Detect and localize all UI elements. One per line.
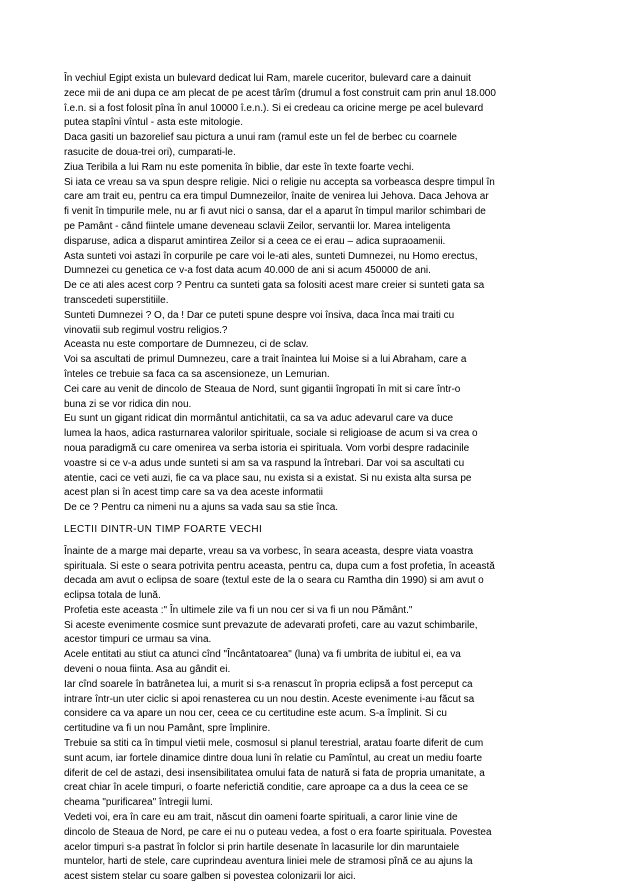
text-line: sunt acum, iar fortele dinamice dintre doua luni în relatie cu Pamîntul, au creat un mediu foarte (64, 752, 483, 764)
text-line: fi venit în timpurile mele, nu ar fi avut nici o sansa, dar el a aparut în timpul marilor schimbari de (64, 206, 486, 218)
text-line: cheama "purificarea" întregii lumi. (64, 797, 213, 809)
text-line: În vechiul Egipt exista un bulevard dedicat lui Ram, marele cuceritor, bulevard care a dainuit (64, 73, 471, 84)
text-line: acest plan si în acest timp care sa va dea aceste informatii (64, 487, 324, 499)
text-line: noua paradigmă cu care omenirea va serba istoria ei spirituala. Vom vorbi despre radacinile (64, 442, 470, 454)
text-line: atentie, caci ce veti auzi, fie ca va place sau, nu exista si a existat. Si nu exista alta sursa pe (64, 472, 472, 484)
text-line: spirituala. Si este o seara potrivita pentru aceasta, pentru ca, dupa cum a fost profetia, în această (64, 560, 495, 572)
section-heading: LECTII DINTR-UN TIMP FOARTE VECHI (64, 523, 263, 535)
text-line: muntelor, harti de stele, care cuprindeau aventura liniei mele de stramosi pînă ce au ajuns la (64, 856, 473, 868)
text-line: creat chiar în acele timpuri, o foarte neferictiă conditie, care aproape ca a dus la ceea ce se (64, 782, 469, 794)
text-line: Dumnezei cu genetica ce v-a fost data acum 40.000 de ani si acum 450000 de ani. (64, 265, 431, 277)
text-line: Eu sunt un gigant ridicat din mormântul antichitatii, ca sa va aduc adevarul care va duce (64, 413, 454, 425)
text-line: rasucite de doua-trei ori), cumparati-le. (64, 146, 236, 158)
text-line: Si iata ce vreau sa va spun despre religie. Nici o religie nu accepta sa vorbeasca despre timpul în (64, 176, 495, 188)
text-line: acelor timpuri s-a pastrat în folclor si prin hartile desenate în lacasurile lor din maruntaiele (64, 841, 460, 853)
text-line: De ce ati ales acest corp ? Pentru ca sunteti gata sa folositi acest mare creier si sunteti gata sa (64, 280, 485, 292)
text-line: buna zi se vor ridica din nou. (64, 398, 192, 410)
text-line: Iar cînd soarele în batrânetea lui, a murit si s-a renascut în propria eclipsă a fost perceput ca (64, 678, 473, 690)
text-line: înteles ce trebuie sa faca ca sa ascensioneze, un Lemurian. (64, 368, 330, 380)
text-line: Profetia este aceasta :" În ultimele zile va fi un nou cer si va fi un nou Pământ." (64, 604, 413, 616)
text-line: Cei care au venit de dincolo de Steaua de Nord, sunt gigantii îngropati în mit si care într-o (64, 383, 461, 395)
text-line: Si aceste evenimente cosmice sunt prevazute de adevarati profeti, care au vazut schimbarile, (64, 619, 478, 631)
text-line: Acele entitati au stiut ca atunci cînd "Încântatoarea" (luna) va fi umbrita de iubitul ei, ea va (64, 649, 461, 661)
text-line: intrare într-un uter ciclic si apoi renasterea cu un nou destin. Aceste evenimente i-au făcut sa (64, 693, 475, 705)
text-line: Înainte de a marge mai departe, vreau sa va vorbesc, în seara aceasta, despre viata voastra (64, 545, 474, 557)
paragraph-gap (64, 516, 572, 523)
text-line: î.e.n. si a fost folosit pîna în anul 10000 î.e.n.). Si ei credeau ca oricine merge pe acel bulevard (64, 102, 484, 114)
text-line: zece mii de ani dupa ce am plecat de pe acest târîm (drumul a fost construit cam prin anul 18.000 (64, 87, 496, 99)
text-line: Ziua Teribila a lui Ram nu este pomenita în biblie, dar este în texte foarte vechi. (64, 161, 415, 173)
text-line: disparuse, adica a disparut amintirea Zeilor si a ceea ce ei erau – adica supraoamenii. (64, 235, 446, 247)
text-line: Asta sunteti voi astazi în corpurile pe care voi le-ati ales, sunteti Dumnezei, nu Homo erectus, (64, 250, 478, 262)
text-line: Trebuie sa stiti ca în timpul vietii mele, cosmosul si planul terestrial, aratau foarte diferit de cum (64, 738, 484, 750)
text-line: Sunteti Dumnezei ? O, da ! Dar ce puteti spune despre voi însiva, daca înca mai traiti cu (64, 309, 455, 321)
text-line: lumea la haos, adica rasturnarea valorilor spirituale, sociale si religioase de acum si va crea o (64, 428, 478, 440)
text-line: transcedeti superstitiile. (64, 294, 169, 306)
text-line: De ce ? Pentru ca nimeni nu a ajuns sa vada sau sa stie înca. (64, 502, 339, 514)
text-line: diferit de cel de astazi, desi insensibilitatea omului fata de natură si fata de propria umanitate, a (64, 767, 485, 779)
text-line: vinovatii sub regimul vostru religios.? (64, 324, 228, 336)
text-line: putea stapîni vîntul - asta este mitologie. (64, 117, 243, 129)
text-line: voastre si ce v-a adus unde sunteti si am sa va raspund la întrebari. Dar voi sa ascultati cu (64, 457, 465, 469)
text-line: deveni o noua fiinta. Asa au gândit ei. (64, 664, 231, 676)
text-line: decada am avut o eclipsa de soare (textul este de la o seara cu Ramtha din 1990) si am avut o (64, 575, 484, 587)
text-line: care am trait eu, pentru ca era timpul Dumnezeilor, înaite de venirea lui Jehova. Daca Jehova ar (64, 191, 489, 203)
text-line: certitudine va fi un nou Pamânt, spre împlinire. (64, 723, 271, 735)
text-block-intro (64, 72, 572, 516)
text-line: Aceasta nu este comportare de Dumnezeu, ci de sclav. (64, 339, 309, 351)
text-line: pe Pamânt - când fiintele umane deveneau sclavii Zeilor, servantii lor. Marea inteligenta (64, 220, 451, 232)
text-line: Vedeti voi, era în care eu am trait, născut din oameni foarte spirituali, a caror linie vine de (64, 812, 458, 824)
text-line: Daca gasiti un bazorelief sau pictura a unui ram (ramul este un fel de berbec cu coarnele (64, 132, 457, 144)
text-line: acest sistem stelar cu soare galben si povestea colonizarii lor aici. (64, 871, 356, 883)
text-line: Voi sa ascultati de primul Dumnezeu, care a trait înaintea lui Moise si a lui Abraham, care a (64, 354, 467, 366)
text-line: dincolo de Steaua de Nord, pe care ei nu o puteau vedea, a fost o era foarte spirituala. Povestea (64, 826, 492, 838)
text-line: eclipsa totala de lună. (64, 590, 161, 602)
text-line: acestor timpuri ce urmau sa vina. (64, 634, 212, 646)
text-line: considere ca va apare un nou cer, ceea ce cu certitudine este acum. S-a împlinit. Si cu (64, 708, 447, 720)
text-block-lesson (64, 545, 572, 885)
paragraph-gap (64, 538, 572, 545)
document-page (64, 72, 572, 885)
